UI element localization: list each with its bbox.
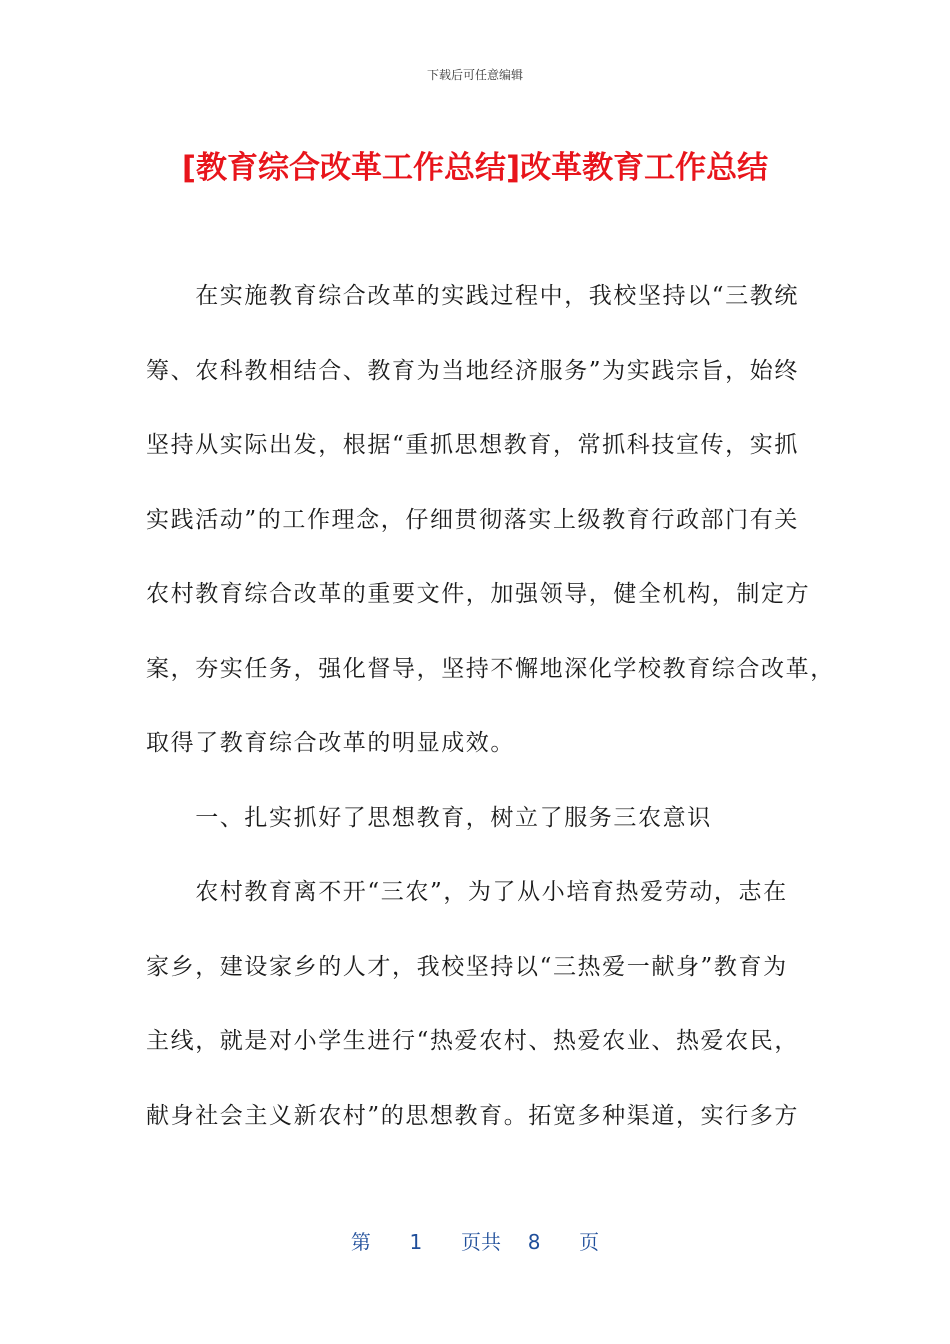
body-line: 农村教育离不开“三农”，为了从小培育热爱劳动，志在 bbox=[146, 879, 788, 905]
document-title: [教育综合改革工作总结]改革教育工作总结 bbox=[181, 150, 769, 186]
body-line: 农村教育综合改革的重要文件，加强领导，健全机构，制定方 bbox=[146, 581, 811, 607]
header-note: 下载后可任意编辑 bbox=[426, 68, 523, 82]
body-line: 献身社会主义新农村”的思想教育。拓宽多种渠道，实行多方 bbox=[146, 1102, 799, 1129]
footer-current-page: 1 bbox=[409, 1230, 423, 1254]
page-footer bbox=[0, 1226, 950, 1255]
body-line: 实践活动”的工作理念，仔细贯彻落实上级教育行政部门有关 bbox=[146, 506, 799, 533]
body-line: 取得了教育综合改革的明显成效。 bbox=[146, 730, 515, 756]
body-line: 筹、农科教相结合、教育为当地经济服务”为实践宗旨，始终 bbox=[146, 357, 799, 384]
body-line: 在实施教育综合改革的实践过程中，我校坚持以“三教统 bbox=[146, 283, 799, 309]
footer-label-page: 第 bbox=[350, 1230, 371, 1254]
section-heading: 一、扎实抓好了思想教育，树立了服务三农意识 bbox=[146, 804, 712, 831]
body-line: 主线，就是对小学生进行“热爱农村、热爱农业、热爱农民， bbox=[146, 1028, 799, 1054]
footer-label-of: 页共 bbox=[461, 1230, 501, 1254]
footer-total-pages: 8 bbox=[527, 1230, 541, 1254]
document-body bbox=[146, 276, 835, 1170]
body-line: 家乡，建设家乡的人才，我校坚持以“三热爱一献身”教育为 bbox=[146, 953, 788, 980]
body-line: 坚持从实际出发，根据“重抓思想教育，常抓科技宣传，实抓 bbox=[146, 432, 799, 458]
body-line: 案，夯实任务，强化督导，坚持不懈地深化学校教育综合改革， bbox=[146, 655, 835, 682]
footer-label-end: 页 bbox=[579, 1230, 600, 1254]
